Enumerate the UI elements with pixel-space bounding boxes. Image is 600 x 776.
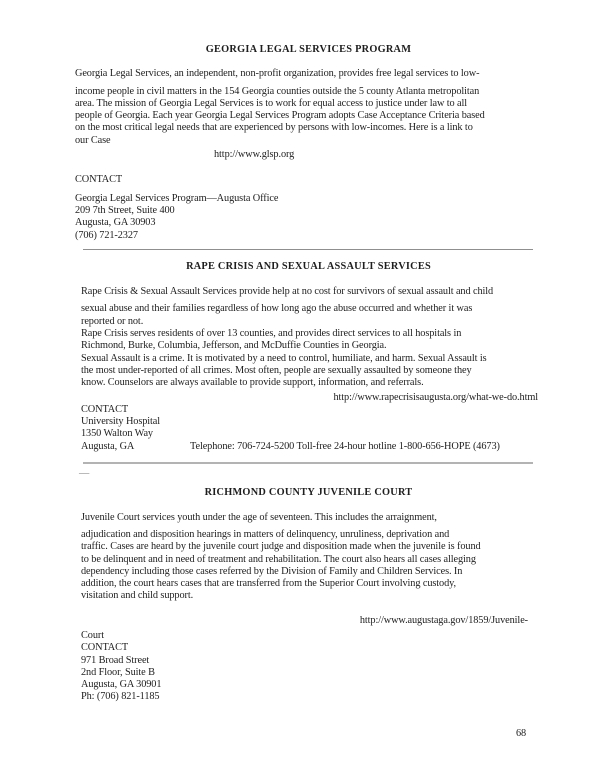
section-title: RAPE CRISIS AND SEXUAL ASSAULT SERVICES: [186, 260, 431, 272]
contact-label: CONTACT: [81, 403, 129, 415]
text-line: know. Counselors are always available to provide support, information, and referrals.: [81, 377, 424, 389]
section-title: RICHMOND COUNTY JUVENILE COURT: [204, 487, 413, 499]
text-line: income people in civil matters in the 154 Georgia counties outside the 5 county Atlanta metropolitan: [75, 85, 480, 97]
text-line: adjudication and disposition hearings in matters of delinquency, unruliness, deprivation and: [81, 528, 450, 540]
text-line: 1350 Walton Way: [81, 428, 153, 440]
text-line: our Case: [75, 134, 111, 146]
contact-label: CONTACT: [75, 174, 123, 186]
paragraph-line: Georgia Legal Services, an independent, non-profit organization, provides free legal services to low-: [75, 68, 480, 80]
url-link[interactable]: http://www.rapecrisisaugusta.org/what-we-do.html: [333, 391, 538, 403]
text-line: Georgia Legal Services Program—Augusta Office: [75, 192, 279, 204]
telephone-line: Telephone: 706-724-5200 Toll-free 24-hour hotline 1-800-656-HOPE (4673): [190, 440, 500, 452]
paragraph: [75, 86, 542, 147]
paragraph: [81, 529, 542, 603]
section-body: [75, 512, 542, 704]
text-line: Augusta, GA 30901: [81, 679, 162, 691]
text-line: 971 Broad Street: [81, 654, 150, 666]
section-georgia-legal-services: [75, 44, 542, 250]
address-block: [81, 416, 542, 441]
paragraph-line: Rape Crisis & Sexual Assault Services provide help at no cost for survivors of sexual assault and child: [81, 286, 494, 298]
section-divider-rule: [83, 462, 533, 464]
url-link[interactable]: http://www.augustaga.gov/1859/Juvenile-: [359, 614, 528, 626]
text-line: dependency including those cases referred by the Division of Family and Children Services. In: [81, 565, 463, 577]
text-line: reported or not.: [81, 315, 144, 327]
address-telephone-row: [81, 441, 542, 453]
section-title: GEORGIA LEGAL SERVICES PROGRAM: [205, 44, 412, 55]
text-line: Ph: (706) 821-1185: [81, 691, 160, 703]
text-line: 2nd Floor, Suite B: [81, 666, 155, 678]
text-line: addition, the court hears cases that are transferred from the Superior Court involving custody,: [81, 578, 456, 590]
text-line: people of Georgia. Each year Georgia Legal Services Program adopts Case Acceptance Criteria based: [75, 110, 485, 122]
page-number: 68: [516, 728, 527, 739]
section-rape-crisis-services: [75, 261, 542, 480]
text-line: sexual abuse and their families regardless of how long ago the abuse occurred and whether it was: [81, 303, 473, 315]
text-line: Augusta, GA 30903: [75, 217, 156, 229]
section-body: [75, 286, 542, 453]
text-line: Sexual Assault is a crime. It is motivated by a need to control, humiliate, and harm. Sexual Assault is: [81, 352, 487, 364]
text-line: traffic. Cases are heard by the juvenile court judge and disposition made when the juvenile is found: [81, 541, 481, 553]
text-line: to be delinquent and in need of treatment and rehabilitation. The court also hears all cases alleging: [81, 553, 476, 565]
url-link[interactable]: http://www.glsp.org: [214, 149, 295, 161]
text-line: (706) 721-2327: [75, 229, 138, 241]
address-city: Augusta, GA: [81, 440, 135, 452]
section-divider-rule: [83, 249, 533, 250]
section-juvenile-court: [75, 487, 542, 703]
paragraph-line: Juvenile Court services youth under the age of seventeen. This includes the arraignment,: [81, 511, 437, 523]
text-line: the most under-reported of all crimes. Most often, people are sexually assaulted by someone they: [81, 364, 472, 376]
dash-mark: —: [79, 468, 90, 480]
text-line: visitation and child support.: [81, 590, 194, 602]
text-line: area. The mission of Georgia Legal Services is to work for equal access to justice under law to all: [75, 97, 468, 109]
contact-label: CONTACT: [81, 642, 129, 654]
url-continuation: Court: [81, 629, 104, 641]
text-line: University Hospital: [81, 416, 161, 428]
text-line: on the most critical legal needs that are experienced by persons with low-incomes. Here is a link to: [75, 122, 473, 134]
text-line: Richmond, Burke, Columbia, Jefferson, and McDuffie Counties in Georgia.: [81, 340, 387, 352]
text-line: Rape Crisis serves residents of over 13 counties, and provides direct services to all hospitals in: [81, 328, 462, 340]
text-line: 209 7th Street, Suite 400: [75, 204, 175, 216]
address-block: [81, 655, 542, 704]
address-block: [75, 193, 542, 242]
paragraph: [81, 303, 542, 389]
